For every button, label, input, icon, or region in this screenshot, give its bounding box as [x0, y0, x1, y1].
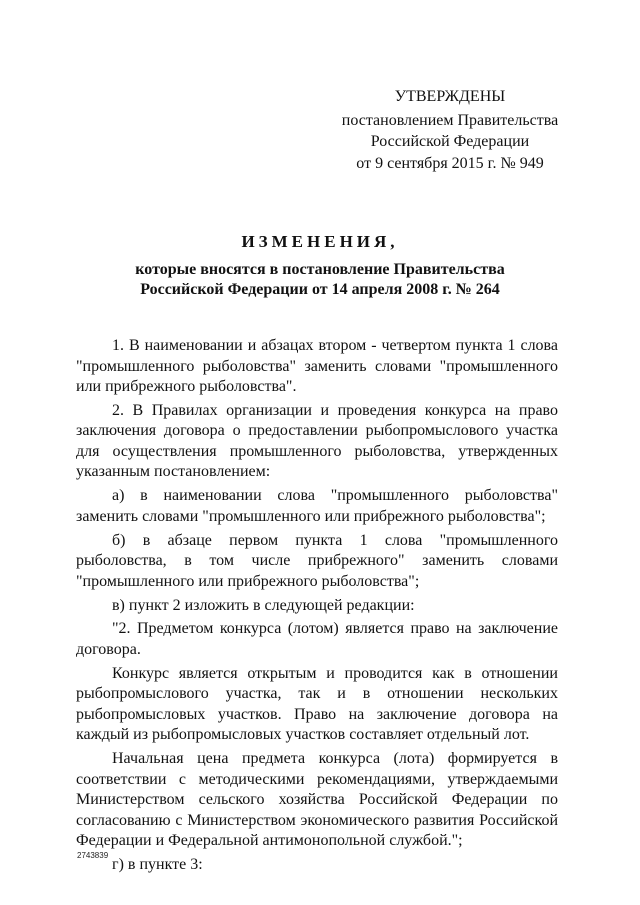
paragraph-quote-1: "2. Предметом конкурса (лотом) является право на заключение договора. [76, 620, 558, 658]
paragraph-1: 1. В наименовании и абзацах втором - четвертом пункта 1 слова "промышленного рыболовства" заменить словами "промышленного или прибрежного рыболовства". [76, 337, 558, 395]
approval-line-1: постановлением Правительства [341, 111, 559, 129]
paragraph-2d: г) в пункте 3: [112, 856, 203, 874]
document-subtitle-line-2: Российской Федерации от 14 апреля 2008 г. № 264 [140, 281, 500, 298]
paragraph-2c: в) пункт 2 изложить в следующей редакции: [112, 596, 415, 614]
paragraph-quote-2: Конкурс является открытым и проводится как в отношении рыбопромыслового участка, так и в отношении нескольких рыбопромысловых участков. Право на заключение договора на каждый из рыбопромысловых участков составляет отдельный лот. [76, 664, 558, 744]
approval-line-3: от 9 сентября 2015 г. № 949 [356, 154, 544, 172]
approval-line-2: Российской Федерации [370, 133, 530, 150]
paragraph-quote-3: Начальная цена предмета конкурса (лота) формируется в соответствии с методическими рекомендациями, утверждаемыми Министерством сельского хозяйства Российской Федерации по согласованию с Министерством экономического развития Российской Федерации и Федеральной антимонопольной службой."; [76, 750, 558, 850]
document-body [76, 336, 558, 879]
document-subtitle-line-1: которые вносятся в постановление Правительства [135, 261, 505, 278]
document-title: ИЗМЕНЕНИЯ, [241, 232, 399, 251]
document-subtitle [0, 260, 640, 300]
paragraph-2b: б) в абзаце первом пункта 1 слова "промышленного рыболовства, в том числе прибрежного" заменить словами "промышленного или прибрежного рыболовства"; [76, 531, 558, 590]
approval-title: УТВЕРЖДЕНЫ [394, 88, 506, 105]
document-code: 2743839 [77, 851, 109, 860]
paragraph-2a: а) в наименовании слова "промышленного рыболовства" заменить словами "промышленного или прибрежного рыболовства"; [76, 487, 558, 525]
approval-block [340, 86, 560, 174]
paragraph-2: 2. В Правилах организации и проведения конкурса на право заключения договора о предоставлении рыбопромыслового участка для осуществления промышленного рыболовства, утвержденных указанным постановлением: [76, 401, 558, 481]
